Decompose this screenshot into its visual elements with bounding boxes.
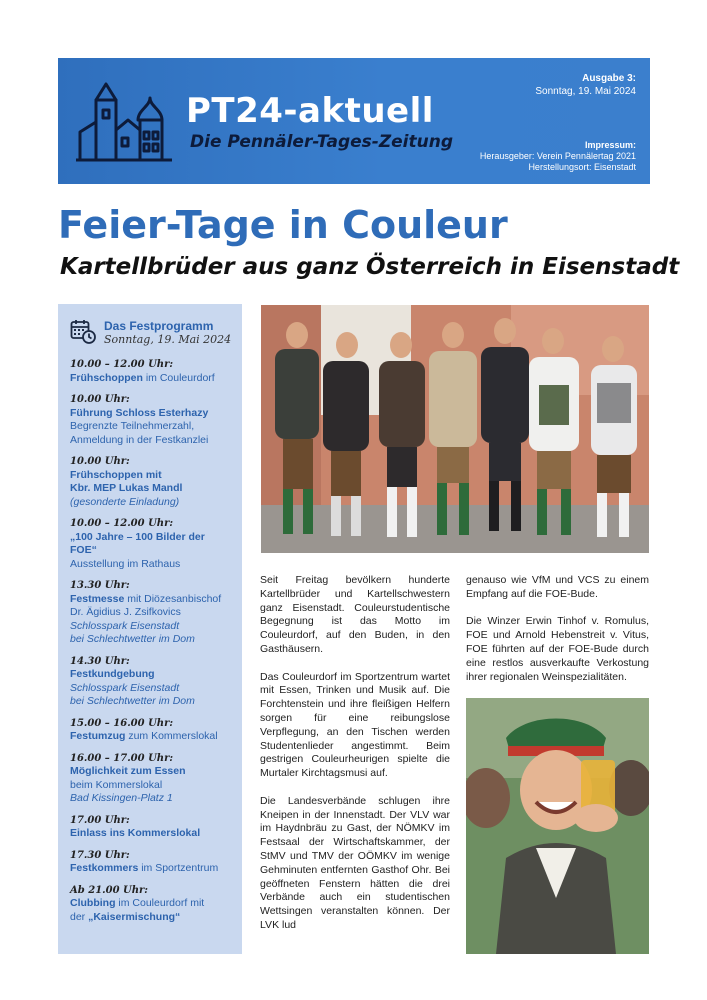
article-paragraph: Die Winzer Erwin Tinhof v. Romulus, FOE und Arnold Hebenstreit v. Vitus, FOE führten auf der FOE-Bude durch eine restlos ausverkaufte Verkostung ihrer regionalen Weinspezialitäten. [466,615,649,683]
event-name: Führung Schloss Esterhazy [70,406,209,419]
calendar-clock-icon [70,318,96,344]
article-headline: Feier-Tage in Couleur [58,203,508,247]
group-photo [261,305,649,553]
event-name: Festmesse [70,592,125,605]
event-note: (gesonderte Einladung) [70,495,180,508]
article-paragraph: Die Landesverbände schlugen ihre Kneipen in der Innenstadt. Der VLV war im Haydnbräu zu Gast, der NÖMKV im Festsaal der Wirtschaftskammer, der StMV und TMV der OÖMKV im wenige Gehminuten entfernten Gasthof Ohr. Bei geöffneten Fenstern hätten die drei Verbände auch ein studentischen Wettsingen veranstalten können. Der LVK lud [260,794,450,931]
article-subheadline: Kartellbrüder aus ganz Österreich in Eisenstadt [60,254,680,280]
event-note: bei Schlechtwetter im Dom [70,695,195,707]
masthead-subtitle: Die Pennäler-Tages-Zeitung [190,132,454,152]
program-events [70,358,238,932]
article-paragraph: Seit Freitag bevölkern hunderte Kartellbrüder und Kartellschwestern ganz Eisenstadt. Couleurstudentische Begegnung ist das Motto im Couleurdorf, auf den Buden, in den Gasthäusern. [260,574,450,655]
event-name: „100 Jahre – 100 Bilder der [70,530,205,543]
event-time: 10.00 Uhr: [70,394,130,405]
event-item [70,752,238,806]
event-name: Festumzug [70,730,126,742]
event-item [70,884,238,925]
event-location: mit Diözesanbischof [124,592,222,605]
event-detail: Anmeldung in der Festkanzlei [70,433,209,446]
event-item [70,849,238,876]
event-time: 10.00 Uhr: [70,456,130,467]
event-name: Frühschoppen [70,371,143,384]
event-item [70,517,238,571]
event-name-line2: „Kaisermischung“ [88,910,181,923]
event-location-cont: der [70,910,89,923]
article-column-2 [466,574,649,698]
event-item [70,579,238,647]
event-name: Festkommers [70,862,139,874]
program-sidebar [58,304,242,954]
event-detail: Ausstellung im Rathaus [70,557,181,570]
event-item [70,358,238,385]
event-name: Möglichkeit zum Essen [70,765,186,777]
issue-label: Ausgabe 3: [582,73,636,84]
masthead-banner [58,58,650,184]
event-time: 13.30 Uhr: [70,580,130,591]
event-time: 14.30 Uhr: [70,655,130,667]
event-item [70,455,238,509]
event-location: zum Kommerslokal [125,730,218,742]
article-paragraph: genauso wie VfM und VCS zu einem Empfang auf die FOE-Bude. [466,574,649,600]
event-detail: beim Kommerslokal [70,778,163,791]
event-note: Bad Kissingen-Platz 1 [70,792,173,804]
event-time: 10.00 – 12.00 Uhr: [70,518,174,529]
event-time: 15.00 – 16.00 Uhr: [70,717,174,729]
event-time: 10.00 – 12.00 Uhr: [70,359,174,370]
event-location: im Sportzentrum [138,862,219,874]
imprint-place: Herstellungsort: Eisenstadt [528,162,636,172]
event-name-line2: FOE“ [70,544,97,556]
event-name: Einlass ins Kommerslokal [70,827,201,839]
masthead-title: PT24-aktuell [186,91,434,131]
event-note: bei Schlechtwetter im Dom [70,633,195,645]
article-column-1 [260,574,450,947]
event-time: Ab 21.00 Uhr: [70,884,148,896]
event-location: im Couleurdorf mit [115,897,205,909]
event-location: im Couleurdorf [142,371,215,384]
imprint-publisher: Herausgeber: Verein Pennälertag 2021 [479,151,636,161]
event-name: Clubbing [70,897,116,909]
event-name: Festkundgebung [70,668,155,680]
castle-logo-icon [76,80,172,166]
issue-date: Sonntag, 19. Mai 2024 [535,86,636,97]
event-note: Schlosspark Eisenstadt [70,681,180,694]
event-time: 17.30 Uhr: [70,849,130,861]
student-photo [466,698,649,954]
event-item [70,393,238,447]
imprint [480,140,636,173]
event-detail: Dr. Ägidius J. Zsifkovics [70,606,181,618]
event-name: Frühschoppen mit [70,468,162,481]
article-paragraph: Das Couleurdorf im Sportzentrum wartet mit Essen, Trinken und Musik auf. Die Forchtenstein und ihre fleißigen Helfern sorgen für eine reibungslose Verpflegung, an den Tischen werden Studentenlieder angestimmt. Beim gestrigen Couleurheurigen spielte die Murtaler Kirchtagsmusi auf. [260,670,450,780]
event-item [70,655,238,709]
issue-info [535,72,636,98]
event-time: 17.00 Uhr: [70,814,130,826]
program-title: Das Festprogramm [104,319,214,333]
program-header [70,316,238,350]
event-detail: Begrenzte Teilnehmerzahl, [70,420,195,432]
event-time: 16.00 – 17.00 Uhr: [70,752,174,764]
event-item [70,717,238,744]
event-name-line2: Kbr. MEP Lukas Mandl [70,482,183,494]
program-date: Sonntag, 19. Mai 2024 [104,333,232,346]
event-item [70,814,238,841]
event-note: Schlosspark Eisenstadt [70,619,180,632]
imprint-label: Impressum: [584,140,636,150]
